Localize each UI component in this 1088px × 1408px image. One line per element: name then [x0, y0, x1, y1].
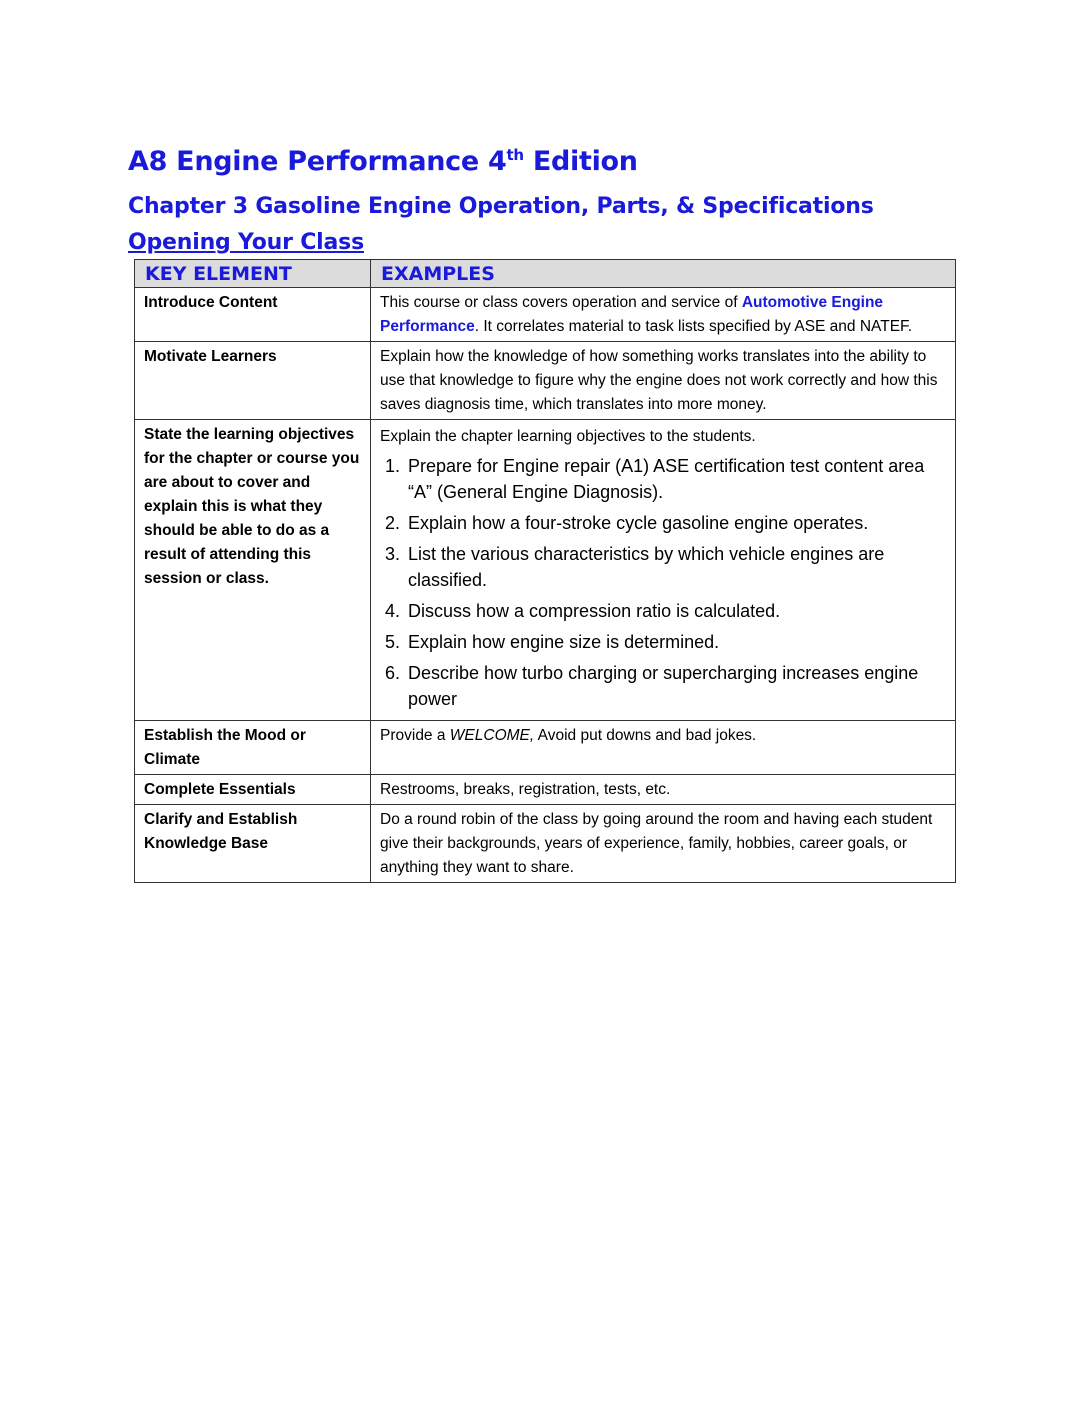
- list-item: 5. Explain how engine size is determined.: [405, 629, 947, 655]
- examples-cell: Restrooms, breaks, registration, tests, etc.: [371, 775, 956, 805]
- key-element-cell: Introduce Content: [135, 288, 371, 342]
- document-title: [128, 146, 638, 177]
- examples-cell: [371, 288, 956, 342]
- objectives-list: [380, 453, 947, 712]
- key-element-cell: Motivate Learners: [135, 342, 371, 420]
- table-row-essentials: [135, 775, 956, 805]
- key-elements-table: [134, 259, 956, 883]
- list-item: 1. Prepare for Engine repair (A1) ASE certification test content area “A” (General Engine Diagnosis).: [405, 453, 947, 505]
- intro-text-post: . It correlates material to task lists specified by ASE and NATEF.: [474, 318, 913, 335]
- intro-text-pre: This course or class covers operation and service of: [380, 294, 742, 311]
- list-item: 4. Discuss how a compression ratio is calculated.: [405, 598, 947, 624]
- welcome-text: WELCOME,: [449, 727, 535, 744]
- title-superscript: th: [506, 146, 524, 164]
- title-main: A8 Engine Performance 4: [128, 146, 507, 177]
- mood-text-post: Avoid put downs and bad jokes.: [534, 727, 757, 744]
- mood-text-pre: Provide a: [380, 727, 450, 744]
- key-element-cell: State the learning objectives for the chapter or course you are about to cover and explain this is what they should be able to do as a result of attending this session or class.: [135, 420, 371, 721]
- table-row-introduce: [135, 288, 956, 342]
- list-item: 2. Explain how a four-stroke cycle gasoline engine operates.: [405, 510, 947, 536]
- table-row-motivate: [135, 342, 956, 420]
- chapter-heading: Chapter 3 Gasoline Engine Operation, Parts, & Specifications: [128, 194, 874, 219]
- list-item: 3. List the various characteristics by which vehicle engines are classified.: [405, 541, 947, 593]
- examples-cell: [371, 420, 956, 721]
- highlight-text: Automotive Engine Performance: [380, 294, 884, 335]
- examples-cell: [371, 721, 956, 775]
- key-element-cell: Establish the Mood or Climate: [135, 721, 371, 775]
- examples-cell: Do a round robin of the class by going around the room and having each student give their backgrounds, years of experience, family, hobbies, career goals, or anything they want to share.: [371, 805, 956, 883]
- table-row-mood: [135, 721, 956, 775]
- table-row-objectives: [135, 420, 956, 721]
- list-item: 6. Describe how turbo charging or supercharging increases engine power: [405, 660, 947, 712]
- key-element-cell: Complete Essentials: [135, 775, 371, 805]
- column-header-key-element: KEY ELEMENT: [135, 260, 371, 288]
- column-header-examples: EXAMPLES: [371, 260, 956, 288]
- table-row-knowledge: [135, 805, 956, 883]
- examples-cell: Explain how the knowledge of how something works translates into the ability to use that knowledge to figure why the engine does not work correctly and how this saves diagnosis time, which translates into more money.: [371, 342, 956, 420]
- title-tail: Edition: [523, 146, 638, 177]
- objectives-intro: Explain the chapter learning objectives to the students.: [380, 428, 756, 445]
- table-header-row: [135, 260, 956, 288]
- key-element-cell: Clarify and Establish Knowledge Base: [135, 805, 371, 883]
- section-heading: Opening Your Class: [128, 230, 364, 255]
